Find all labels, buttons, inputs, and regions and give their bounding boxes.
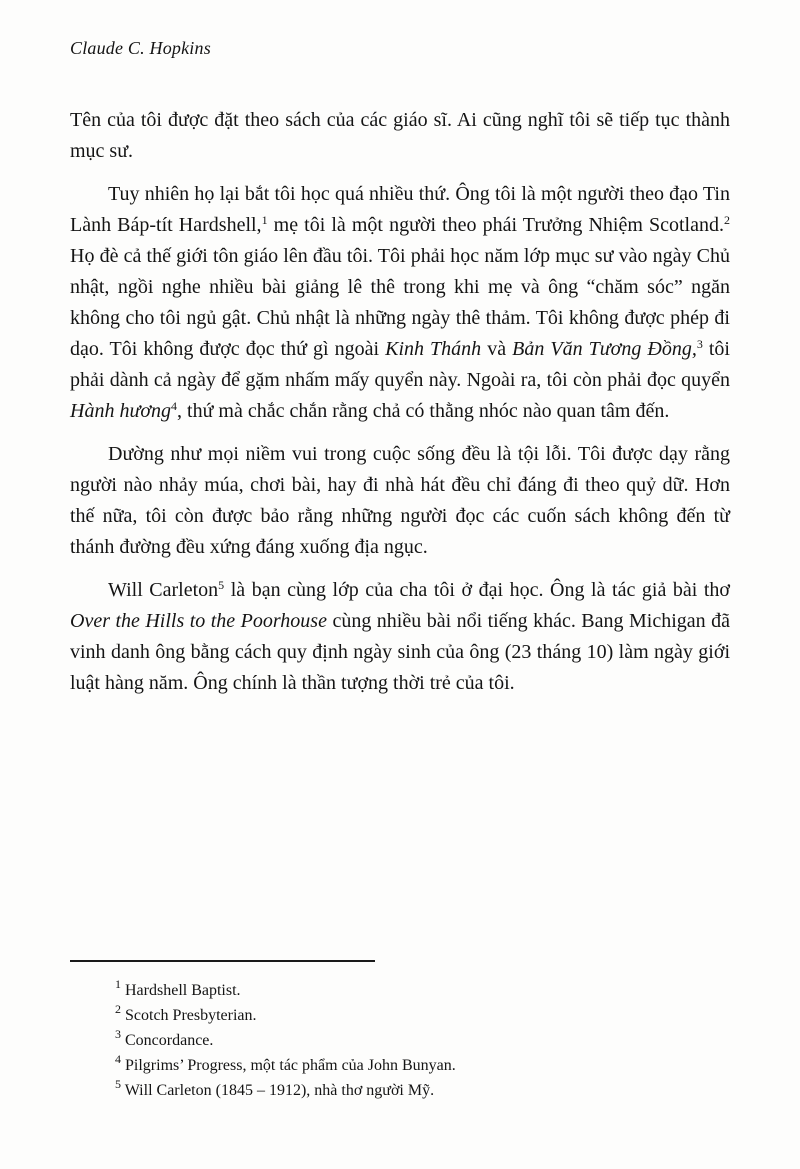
footnote-separator <box>70 960 375 962</box>
paragraph <box>70 179 730 427</box>
footnote-reference: 2 <box>723 213 730 227</box>
text-run: là bạn cùng lớp của cha tôi ở đại học. Ông là tác giả bài thơ <box>224 579 730 601</box>
footnote <box>115 1053 730 1078</box>
footnote <box>115 978 730 1003</box>
footnote-reference: 5 <box>218 578 225 592</box>
text-run: Kinh Thánh <box>385 338 482 360</box>
paragraph <box>70 105 730 167</box>
text-run: Will Carleton <box>108 579 219 601</box>
footnote-number: 2 <box>115 1002 121 1016</box>
text-run: Concordance. <box>125 1032 214 1049</box>
footnotes <box>70 978 730 1103</box>
footnote <box>115 1003 730 1028</box>
text-run: Tên của tôi được đặt theo sách của các giáo sĩ. Ai cũng nghĩ tôi sẽ tiếp tục thành mục sư. <box>70 109 730 162</box>
paragraph <box>70 439 730 563</box>
text-run: Pilgrims’ Progress, một tác phẩm của John Bunyan. <box>125 1057 456 1074</box>
paragraph <box>70 575 730 699</box>
running-header: Claude C. Hopkins <box>70 38 211 58</box>
text-run: Dường như mọi niềm vui trong cuộc sống đều là tội lỗi. Tôi được dạy rằng người nào nhảy múa, chơi bài, hay đi nhà hát đều chỉ đáng đi theo quỷ dữ. Hơn thế nữa, tôi còn được bảo rằng những người đọc các cuốn sách không đến từ thánh đường đều xứng đáng xuống địa ngục. <box>70 443 730 558</box>
text-run: mẹ tôi là một người theo phái Trưởng Nhiệm Scotland. <box>267 214 724 236</box>
footnote-block <box>70 960 730 1103</box>
text-run: Hardshell Baptist. <box>125 982 241 999</box>
footnote-number: 4 <box>115 1052 121 1066</box>
footnote <box>115 1078 730 1103</box>
footnote-number: 1 <box>115 977 121 991</box>
footnote-number: 5 <box>115 1077 121 1091</box>
body-text <box>70 105 730 699</box>
footnote-reference: 1 <box>261 213 268 227</box>
text-run: , thứ mà chắc chắn rằng chả có thằng nhóc nào quan tâm đến. <box>177 400 670 422</box>
text-run: Over the Hills to the Poorhouse <box>70 610 327 632</box>
text-run: tôi phải dành cả ngày để gặm nhấm mấy quyển này. Ngoài ra, tôi còn phải đọc quyển <box>70 338 730 391</box>
footnote <box>115 1028 730 1053</box>
text-run: Bản Văn Tương Đồng, <box>512 338 697 360</box>
text-run: Scotch Presbyterian. <box>125 1007 257 1024</box>
text-run: Họ đè cả thế giới tôn giáo lên đầu tôi. Tôi phải học năm lớp mục sư vào ngày Chủ nhật, ngồi nghe nhiều bài giảng lê thê trong khi mẹ và ông “chăm sóc” ngăn không cho tôi ngủ gật. Chủ nhật là những ngày thê thảm. Tôi không được phép đi dạo. Tôi không được đọc thứ gì ngoài <box>70 245 730 360</box>
footnote-reference: 4 <box>171 399 178 413</box>
text-run: cùng nhiều bài nổi tiếng khác. Bang Michigan đã vinh danh ông bằng cách quy định ngày sinh của ông (23 tháng 10) làm ngày giới luật hàng năm. Ông chính là thần tượng thời trẻ của tôi. <box>70 610 730 694</box>
footnote-reference: 3 <box>696 337 703 351</box>
text-run: Will Carleton (1845 – 1912), nhà thơ người Mỹ. <box>124 1082 435 1099</box>
text-run: Hành hương <box>70 400 172 422</box>
footnote-number: 3 <box>115 1027 121 1041</box>
text-run: và <box>481 338 513 360</box>
text-run: Tuy nhiên họ lại bắt tôi học quá nhiều thứ. Ông tôi là một người theo đạo Tin Lành Báp-tít Hardshell, <box>70 183 730 236</box>
